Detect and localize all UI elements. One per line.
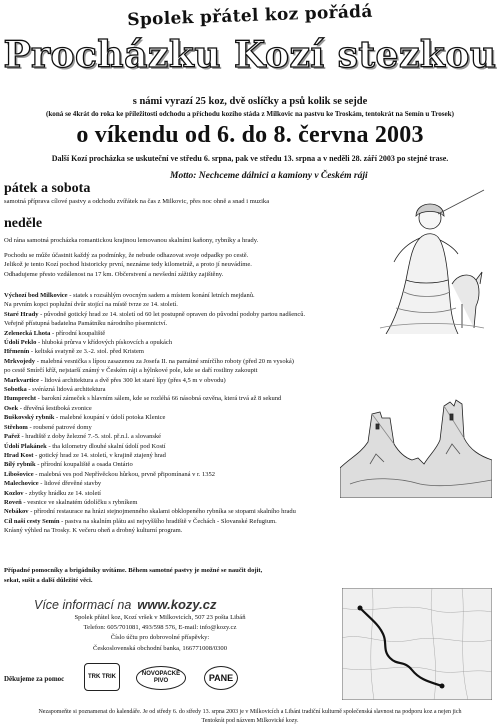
route-list — [4, 291, 344, 536]
route-item — [4, 404, 344, 413]
route-item-desc: - tha kilometry dlouhé skalní údolí pod Kostí — [46, 442, 166, 450]
route-item — [4, 347, 344, 356]
route-item — [4, 413, 344, 422]
route-item-name: Kozlov — [4, 489, 24, 497]
route-item-name: Libošovice — [4, 470, 34, 478]
route-item-name: Údolí Plakánek — [4, 442, 47, 450]
thanks-label: Děkujeme za pomoc — [4, 675, 65, 683]
route-item-desc: - přírodní koupaliště — [50, 329, 106, 337]
route-item — [4, 470, 344, 479]
route-item — [4, 507, 344, 516]
route-item — [4, 517, 344, 526]
route-item-desc: - malebné koupání v údolí potoka Klenice — [54, 414, 166, 422]
route-item — [4, 489, 344, 498]
sponsor-logo-novopacke-pivo-text: NOVOPACKÉ PIVO — [141, 671, 181, 684]
website-link[interactable]: www.kozy.cz — [137, 597, 217, 612]
contact-address: Spolek přátel koz, Kozí vršek v Milkovicích, 507 23 pošta Libáň — [74, 614, 246, 621]
sunday-rule-3: Odhadujeme přesto vzdálenost na 17 km. Občerstvení a nevšední zážitky zajištěny. — [4, 270, 224, 278]
footer-line-2: Tentokrát pod názvem Milkovické kozy. — [201, 718, 299, 724]
contact-account-label: Číslo účtu pro dobrovolné příspěvky: — [110, 634, 210, 642]
route-item-desc: - barokní zámeček s hlavním sálem, kde se rozléhá 66 násobná ozvěna, která trvá až 8 sekund — [36, 395, 282, 403]
route-item-desc: - lidová architektura a dvě přes 300 let staré lípy (přes 4,5 m v obvodu) — [39, 376, 226, 384]
route-item-desc: po cestě Smírčí kříž, nejstarší známý v Českém ráji a hýlnkové pole, kde se daří rostliny zakoupit — [4, 367, 258, 375]
organizer-line: Spolek přátel koz pořádá — [127, 1, 373, 31]
route-item — [4, 319, 344, 328]
subtitle-participants: s námi vyrazí 25 koz, dvě oslíčky a psů kolik se sejde — [132, 96, 368, 107]
sunday-heading: neděle — [4, 216, 43, 231]
sunday-intro: Od rána samotná procházka romantickou krajinou lemovanou skalními kaňony, rybníky a hrady. — [4, 237, 259, 244]
route-item — [4, 366, 344, 375]
route-item-name: Malechovice — [4, 480, 39, 488]
route-item-desc: - malebná ves pod Nepřívěckou hůrkou, prvně připomínaná v r. 1352 — [33, 470, 216, 478]
footer-note — [4, 708, 496, 726]
route-item-desc: - lidové dřevěné stavby — [38, 480, 102, 488]
route-item-name: Staré Hrady — [4, 310, 39, 318]
route-item — [4, 329, 344, 338]
route-item-name: Hrad Kost — [4, 451, 34, 459]
route-item — [4, 442, 344, 451]
route-item-name: Hřmenín — [4, 348, 30, 356]
subtitle-occasion: (koná se 4krát do roka ke příležitosti odchodu a příchodu kozího stáda z Milkovic na pastvu ke Troskám, tentokrát na Semín u Trosek) — [45, 110, 454, 118]
event-date: o víkendu od 6. do 8. června 2003 — [76, 122, 424, 148]
route-item — [4, 376, 344, 385]
route-item-desc: - svérázná lidová architektura — [26, 386, 106, 394]
route-item-name: Osek — [4, 404, 19, 412]
route-item-desc: - původně gotický hrad ze 14. století od 60 let postupně opraven do původní podoby partou nadšenců. — [38, 310, 306, 318]
route-item — [4, 385, 344, 394]
route-item-name: Roveň — [4, 498, 22, 506]
route-item-name: Výchozí bod Milkovice — [4, 292, 68, 299]
route-item-desc: - malebná vesnička s lípou zasazenou za Josefa II. na památné smírčího roboty (před 20 m vysoká) — [35, 357, 294, 365]
friday-heading: pátek a sobota — [4, 181, 91, 196]
contact-block — [40, 613, 280, 654]
motto: Motto: Nechceme dálnici a kamiony v Českém ráji — [170, 171, 368, 181]
route-item-name: Mrkvojedy — [4, 357, 36, 365]
sponsor-logo-trk-trik-text: TRK TRIK — [88, 673, 116, 680]
route-item — [4, 357, 344, 366]
route-item — [4, 291, 344, 300]
route-item-desc: Na prvním kopci poplužní dvůr stojící na místě tvrze ze 14. století. — [4, 301, 178, 309]
sunday-rule-2: Jelikož je tento Kozí pochod historicky první, neznáme tedy kilometráž, a proto jí neuvádíme. — [4, 261, 252, 269]
castle-ruins-illustration — [340, 384, 492, 498]
route-item-name: Markvartice — [4, 376, 40, 384]
contact-bank: Československá obchodní banka, 166771008/0300 — [92, 644, 228, 652]
route-item — [4, 300, 344, 309]
route-item-name: Humprecht — [4, 395, 37, 403]
route-item-name: Bílý rybník — [4, 461, 36, 469]
girl-with-goat-illustration — [376, 188, 488, 334]
route-item-name: Nebákov — [4, 508, 29, 516]
more-info-label: Více informací na — [34, 598, 132, 612]
volunteers-note — [4, 566, 344, 585]
route-item-name: Pařež — [4, 433, 20, 441]
sponsor-logo-trk-trik — [84, 663, 120, 691]
volunteers-line-1: Případné pomocníky a brigádníky uvítáme. Během samotné pastvy je možné se naučit dojit, — [4, 567, 263, 574]
route-item-desc: - statek s rozsáhlým ovocným sadem a místem konání letních mejdanů. — [67, 292, 255, 299]
route-item-desc: - pastva na skalním plátu asi nejvyššího hradiště v Čechách - Slovanské Refugium. — [59, 517, 277, 525]
sponsor-logo-pane — [204, 666, 238, 690]
route-item-name: Cíl naší cesty Semín — [4, 517, 60, 525]
route-item-desc: Veřejně přístupná badatelna Památníku národního písemnictví. — [4, 320, 168, 328]
route-item-desc: - přírodní restaurace na hrázi stejnojmenného skalami obklopeného rybníka se stopami skalního hradu — [28, 508, 296, 516]
route-item-desc: - vesnice ve skalnatém údolíčku s rybníkem — [21, 498, 138, 506]
next-dates: Další Kozí procházka se uskuteční ve středu 6. srpna, pak ve středu 13. srpna a v neděli 28. září 2003 po stejné trase. — [51, 154, 449, 163]
route-item-name: Zelenecká Lhota — [4, 329, 51, 337]
route-item-desc: - keltská svatyně ze 3.-2. stol. před Kristem — [29, 348, 144, 356]
route-item — [4, 338, 344, 347]
route-item — [4, 432, 344, 441]
page-title: Procházku Kozí stezkou — [3, 34, 497, 76]
route-item-desc: - přírodní koupaliště a osada Ontário — [35, 461, 133, 469]
footer-line-1: Nezapomeňte si poznamenat do kalendáře. Je od středy 6. do středy 13. srpna 2003 je v Milkovicích a Libáni tradiční kulturně společenská slavnost na podporu koz a nejen jich — [38, 709, 462, 715]
route-item-desc: - gotický hrad ze 14. století, v krajině ztajený hrad — [33, 451, 166, 459]
volunteers-line-2: sekat, sušit a další důležité věci. — [4, 576, 93, 584]
route-item — [4, 460, 344, 469]
route-item — [4, 451, 344, 460]
route-item-desc: Krásný výhled na Trosky. K večeru oheň a drobný kulturní program. — [4, 527, 183, 535]
route-item-name: Střehom — [4, 423, 28, 431]
sponsor-logo-novopacke-pivo — [136, 666, 186, 690]
sunday-rule-1: Pochodu se může účastnit každý za podmínky, že nebude odhazovat svoje odpadky po cestě. — [4, 252, 249, 259]
route-item-desc: - zbytky hrádku ze 14. století — [23, 489, 101, 497]
friday-text: samotná příprava cílové pastvy a odchodu zvířátek na čas z Milkovic, přes noc ohně a snad i muzika — [4, 198, 270, 205]
route-item-name: Sobotka — [4, 386, 27, 394]
route-item-desc: - hluboká průrva v křídových pískovcích a opukách — [36, 339, 173, 347]
route-item — [4, 479, 344, 488]
more-info-heading — [34, 597, 217, 612]
route-map — [342, 588, 492, 700]
route-item — [4, 394, 344, 403]
route-item-desc: - dřevěná šestiboká zvonice — [18, 404, 92, 412]
contact-phone-email: Telefon: 605/701081, 493/598 576, E-mail: info@kozy.cz — [83, 624, 237, 632]
route-item — [4, 526, 344, 535]
route-item — [4, 310, 344, 319]
route-item-desc: - roubené patrové domy — [27, 423, 92, 431]
sponsor-logo-pane-text: PANE — [208, 672, 234, 683]
route-item — [4, 423, 344, 432]
route-item-name: Buškovský rybník — [4, 414, 55, 422]
sunday-rules — [4, 251, 314, 279]
route-item — [4, 498, 344, 507]
route-item-desc: - hradiště z doby železné 7.-5. stol. př.n.l. a slovanské — [19, 433, 162, 441]
route-item-name: Údolí Peklo — [4, 339, 37, 347]
